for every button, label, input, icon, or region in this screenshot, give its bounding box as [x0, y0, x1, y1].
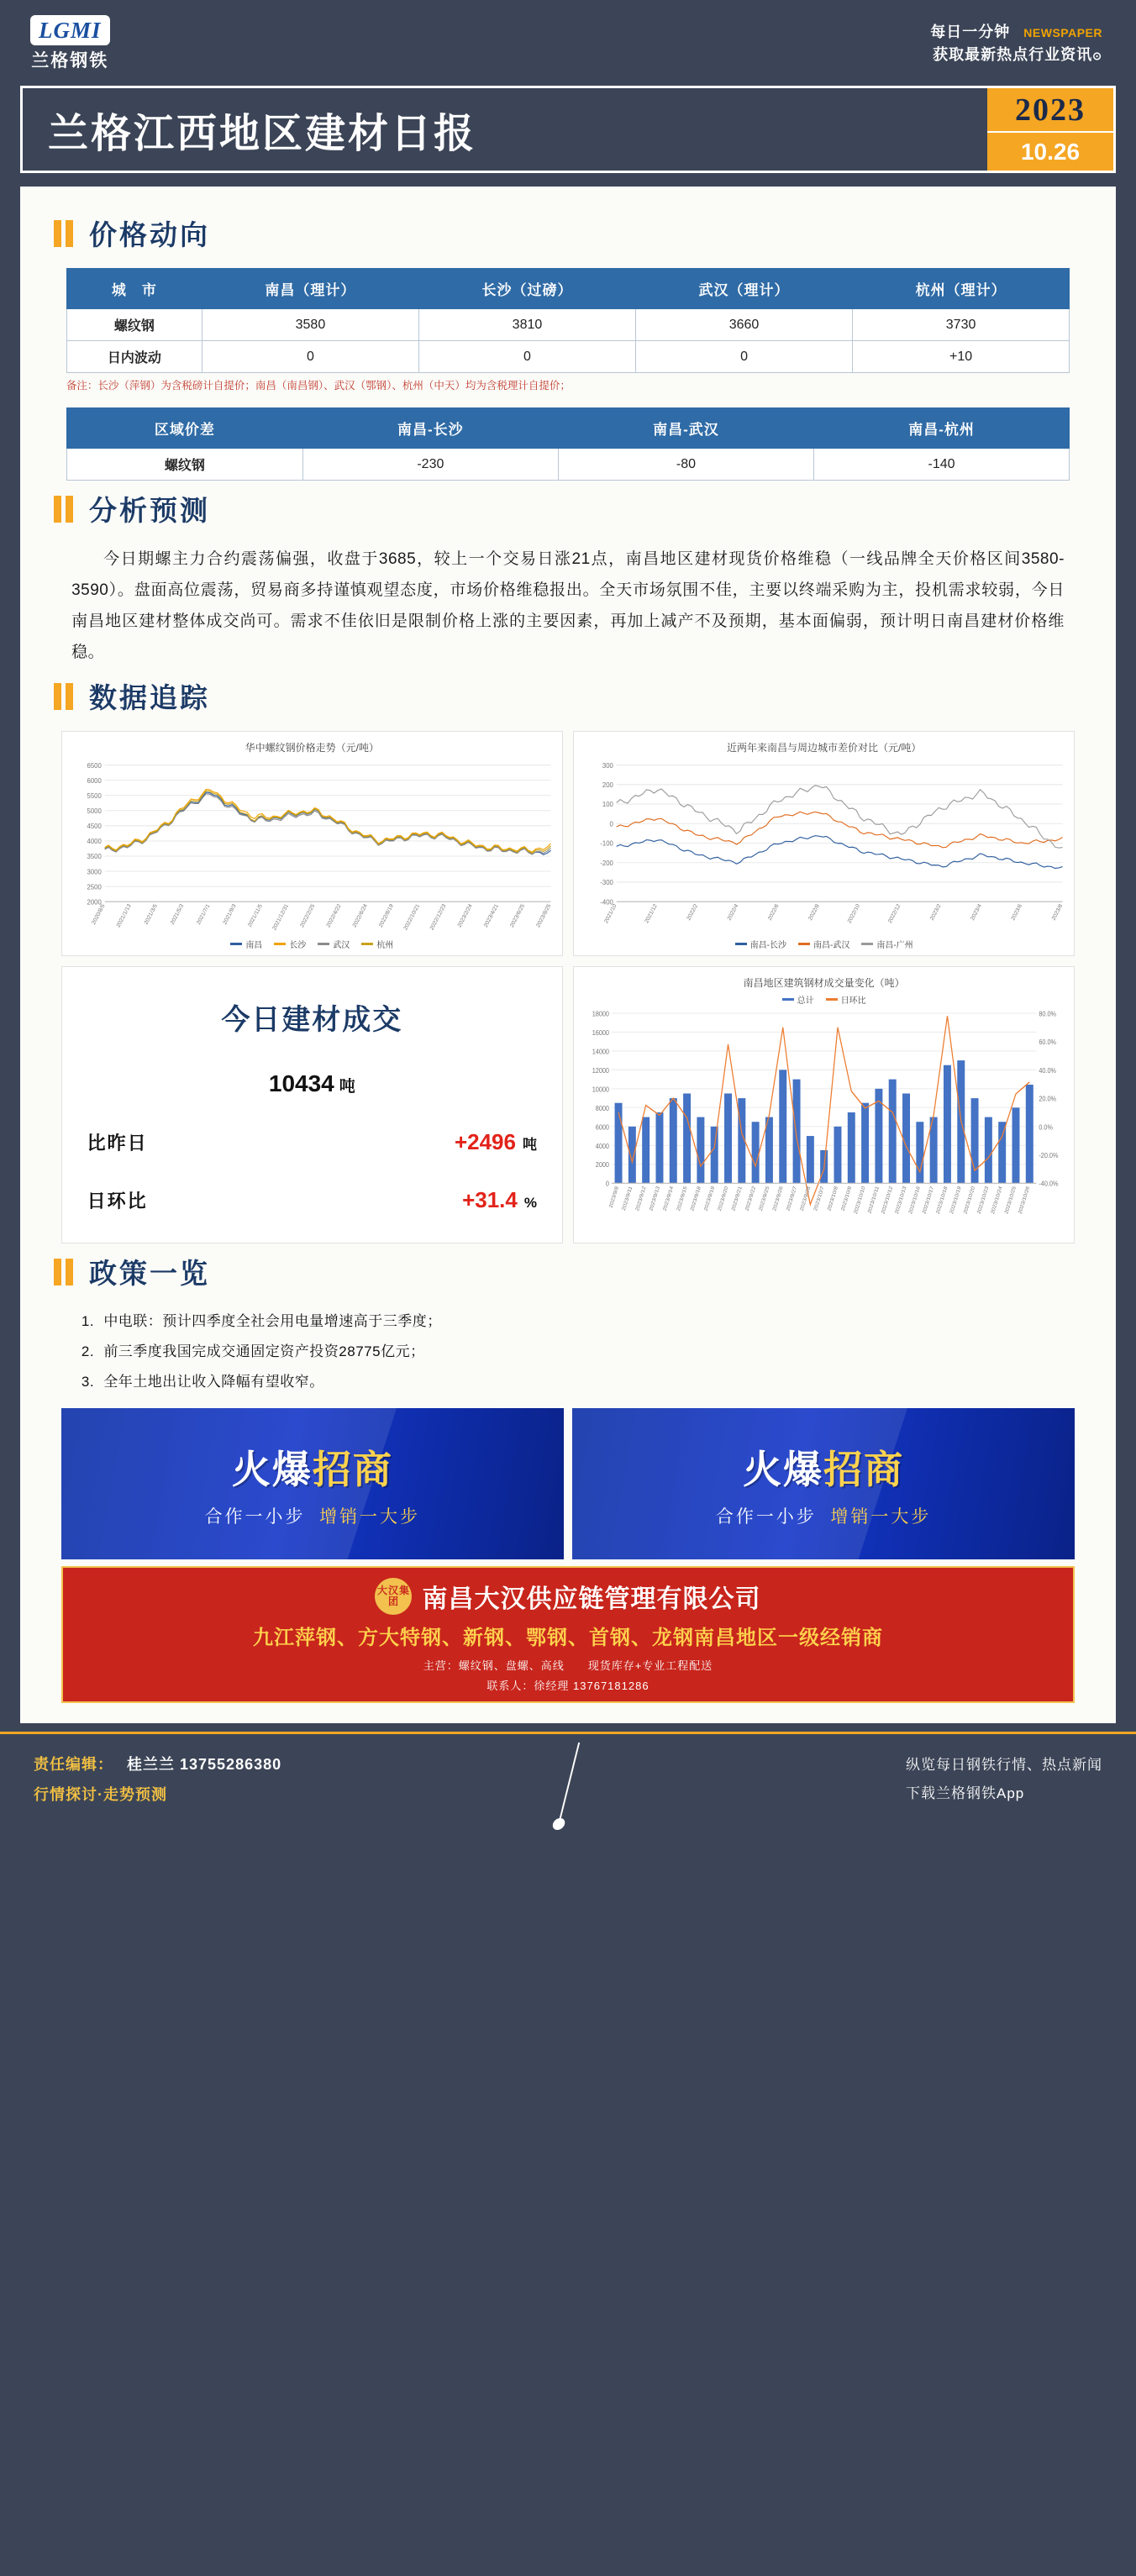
ad-left-sub-b: 增销一大步	[319, 1506, 421, 1527]
svg-text:2023/9/19: 2023/9/19	[703, 1185, 716, 1212]
legend-item	[782, 993, 814, 1006]
deal-total	[79, 1070, 545, 1097]
legend-swatch	[361, 943, 373, 945]
price-cell: 3810	[418, 309, 635, 341]
deal-total-unit: 吨	[339, 1077, 355, 1096]
svg-text:4000: 4000	[87, 837, 102, 846]
footer-right	[906, 1751, 1102, 1808]
svg-text:2023/10/18: 2023/10/18	[935, 1185, 949, 1216]
svg-text:12000: 12000	[592, 1066, 609, 1075]
svg-text:2021/3/5: 2021/3/5	[143, 903, 159, 927]
deal-row1-label: 比昨日	[87, 1132, 148, 1154]
price-row-label: 日内波动	[66, 341, 202, 373]
region-diff-table	[66, 407, 1070, 481]
ad-right-sub-b: 增销一大步	[830, 1506, 932, 1527]
svg-text:2021/10: 2021/10	[603, 903, 618, 925]
svg-text:2022/8: 2022/8	[807, 903, 821, 923]
svg-text:2023/10/10: 2023/10/10	[853, 1185, 867, 1216]
date-day: 10.26	[987, 131, 1113, 171]
title-banner	[20, 86, 1116, 173]
svg-text:2020/8/5: 2020/8/5	[90, 903, 107, 927]
svg-text:5000: 5000	[87, 807, 102, 816]
svg-text:2022/12: 2022/12	[887, 903, 902, 925]
diff-col-label: 区域价差	[66, 408, 302, 449]
svg-text:2022/2: 2022/2	[686, 903, 699, 923]
svg-text:3000: 3000	[87, 868, 102, 876]
svg-text:2023/9/22: 2023/9/22	[744, 1185, 757, 1212]
table-row	[66, 309, 1069, 341]
footer-editor-label: 责任编辑：	[34, 1756, 113, 1774]
svg-text:6500: 6500	[87, 761, 102, 770]
svg-text:10000: 10000	[592, 1085, 609, 1094]
footer-divider	[558, 1743, 580, 1825]
legend-swatch	[318, 943, 329, 945]
diff-row-label: 螺纹钢	[66, 449, 302, 481]
arrow-icon: ⊙	[1092, 50, 1102, 62]
section-header-price	[54, 213, 1091, 253]
date-box	[987, 88, 1113, 171]
legend-item	[735, 938, 786, 950]
deal-row-dod	[79, 1187, 545, 1213]
price-cell: 0	[636, 341, 853, 373]
logo-badge	[30, 15, 110, 45]
table-row	[66, 449, 1069, 481]
svg-text:2021/12/31: 2021/12/31	[271, 903, 290, 932]
svg-text:3500: 3500	[87, 853, 102, 861]
svg-text:2023/10/9: 2023/10/9	[840, 1185, 853, 1212]
svg-text:6000: 6000	[595, 1122, 609, 1132]
svg-text:2023/10/25: 2023/10/25	[1003, 1185, 1018, 1216]
svg-text:2023/9/20: 2023/9/20	[717, 1185, 730, 1212]
section-header-policy	[54, 1252, 1091, 1291]
svg-text:2023/9/26: 2023/9/26	[771, 1185, 785, 1212]
legend-label: 总计	[797, 996, 814, 1007]
deal-row2-unit: %	[523, 1195, 537, 1212]
deal-row1-value: +2496	[454, 1128, 516, 1154]
svg-text:0.0%: 0.0%	[1039, 1122, 1053, 1132]
price-cell: 3580	[202, 309, 418, 341]
section-title-price: 价格动向	[89, 221, 210, 251]
sponsor-brands: 九江萍钢、方大特钢、新钢、鄂钢、首钢、龙钢南昌地区一级经销商	[252, 1627, 883, 1650]
price-col-changsha: 长沙（过磅）	[418, 269, 635, 309]
svg-text:2023/9/25: 2023/9/25	[758, 1185, 771, 1212]
svg-text:2021/1/13: 2021/1/13	[115, 903, 133, 929]
chart-canvas	[579, 758, 1069, 938]
svg-text:-100: -100	[600, 839, 613, 848]
legend-swatch	[861, 943, 873, 945]
svg-text:20.0%: 20.0%	[1039, 1095, 1056, 1103]
svg-text:-20.0%: -20.0%	[1039, 1151, 1059, 1160]
price-table-header-row	[66, 269, 1069, 309]
section-title-data: 数据追踪	[89, 684, 210, 715]
price-row-label: 螺纹钢	[66, 309, 202, 341]
svg-text:2023/6/25: 2023/6/25	[508, 903, 526, 929]
deal-row2-label: 日环比	[87, 1191, 148, 1212]
price-table	[66, 268, 1070, 373]
price-cell: 3730	[853, 309, 1070, 341]
price-cell: 0	[418, 341, 635, 373]
tagline-line2: 获取最新热点行业资讯	[933, 46, 1093, 63]
svg-text:2023/10/20: 2023/10/20	[962, 1185, 976, 1216]
svg-text:2022/4: 2022/4	[726, 903, 740, 923]
ad-left-main-a: 火爆	[231, 1448, 313, 1492]
legend-swatch	[274, 943, 286, 945]
legend-item	[861, 938, 912, 950]
sponsor-logo-icon: 大汉集团	[375, 1578, 412, 1615]
svg-text:2023/2/24: 2023/2/24	[456, 903, 474, 929]
top-bar	[0, 0, 1136, 81]
chart-legend	[67, 938, 557, 952]
list-item: 3. 全年土地出让收入降幅有望收窄。	[98, 1367, 1059, 1397]
svg-text:0: 0	[605, 1180, 609, 1189]
svg-text:2023/4/21: 2023/4/21	[482, 903, 500, 929]
page-title: 兰格江西地区建材日报	[48, 111, 477, 156]
deal-row-yesterday	[79, 1129, 545, 1155]
svg-text:2022/10/21: 2022/10/21	[402, 903, 421, 932]
svg-text:5500: 5500	[87, 791, 102, 801]
chart-title: 华中螺纹钢价格走势（元/吨）	[245, 742, 379, 754]
svg-text:2021/9/3: 2021/9/3	[222, 903, 238, 927]
chart-title: 南昌地区建筑钢材成交量变化（吨）	[743, 977, 905, 990]
svg-text:300: 300	[602, 761, 613, 770]
ad-right-sub-a: 合作一小步	[715, 1506, 817, 1527]
svg-text:2021/12: 2021/12	[644, 903, 659, 925]
diff-table-header-row	[66, 408, 1069, 449]
legend-label: 南昌-武汉	[813, 941, 850, 951]
svg-text:2023/10/23: 2023/10/23	[976, 1185, 991, 1216]
chart-legend	[579, 993, 1069, 1007]
svg-text:2022/4/22: 2022/4/22	[325, 903, 343, 929]
svg-text:60.0%: 60.0%	[1039, 1038, 1056, 1047]
diff-cell: -80	[558, 449, 813, 481]
svg-text:2023/10/8: 2023/10/8	[826, 1185, 839, 1212]
svg-text:2023/9/27: 2023/9/27	[785, 1185, 798, 1212]
ad-left-sub	[205, 1503, 421, 1528]
svg-text:4500: 4500	[87, 822, 102, 831]
svg-text:-200: -200	[600, 859, 613, 868]
legend-swatch	[826, 998, 838, 1001]
svg-text:2022/10: 2022/10	[846, 903, 861, 925]
svg-text:2000: 2000	[87, 898, 102, 907]
tagline-line1: 每日一分钟	[930, 24, 1011, 40]
svg-text:40.0%: 40.0%	[1039, 1066, 1056, 1075]
svg-text:0: 0	[609, 820, 613, 828]
diff-col-nc-hz: 南昌-杭州	[814, 408, 1070, 449]
svg-text:2000: 2000	[595, 1160, 609, 1170]
sponsor-ad[interactable]	[61, 1566, 1076, 1703]
footer-right-line1: 纵览每日钢铁行情、热点新闻	[906, 1757, 1102, 1774]
svg-text:2023/9/18: 2023/9/18	[689, 1185, 702, 1212]
sponsor-business: 主营：螺纹钢、盘螺、高线 现货库存+专业工程配送	[423, 1659, 713, 1673]
section-header-analysis	[54, 489, 1091, 528]
date-year: 2023	[987, 88, 1113, 131]
deal-row1-unit: 吨	[522, 1136, 537, 1153]
ad-left-main-b: 招商	[312, 1448, 393, 1492]
ad-banner-right[interactable]	[572, 1408, 1075, 1559]
svg-text:2022/2/25: 2022/2/25	[299, 903, 316, 929]
price-col-city: 城 市	[66, 269, 202, 309]
legend-label: 武汉	[333, 941, 350, 951]
deal-total-value: 10434	[268, 1070, 334, 1096]
price-col-wuhan: 武汉（理计）	[636, 269, 853, 309]
table-row	[66, 341, 1069, 373]
chart-title: 近两年来南昌与周边城市差价对比（元/吨）	[726, 742, 922, 754]
chart-canvas	[579, 1007, 1069, 1239]
ad-right-main-b: 招商	[823, 1448, 905, 1492]
legend-item	[826, 993, 866, 1006]
svg-text:100: 100	[602, 801, 613, 809]
legend-item	[798, 938, 849, 950]
svg-text:2023/9/12: 2023/9/12	[634, 1185, 648, 1212]
ad-right-sub	[716, 1503, 932, 1528]
newspaper-label: NEWSPAPER	[1023, 26, 1102, 39]
charts-grid	[61, 731, 1076, 956]
svg-text:2500: 2500	[87, 883, 102, 891]
svg-text:2023/9/21: 2023/9/21	[730, 1185, 744, 1212]
diff-col-nc-wh: 南昌-武汉	[558, 408, 813, 449]
legend-item	[274, 938, 306, 950]
section-header-data	[54, 676, 1091, 716]
svg-text:14000: 14000	[592, 1047, 609, 1056]
svg-text:2022/8/19: 2022/8/19	[377, 903, 395, 929]
svg-text:2023/10/17: 2023/10/17	[921, 1185, 935, 1216]
svg-text:8000: 8000	[595, 1104, 609, 1113]
today-deal-panel	[61, 966, 563, 1243]
price-cell: 0	[202, 341, 418, 373]
deal-title: 今日建材成交	[221, 1005, 403, 1037]
ad-right-main	[743, 1439, 904, 1495]
top-bar-tagline	[930, 21, 1102, 66]
sponsor-company: 南昌大汉供应链管理有限公司	[422, 1585, 761, 1614]
svg-text:2023/10/13: 2023/10/13	[894, 1185, 908, 1216]
svg-text:2021/5/3: 2021/5/3	[169, 903, 185, 927]
footer-left	[34, 1749, 281, 1810]
deal-grid	[61, 966, 1076, 1243]
logo-text: LGMI	[39, 18, 102, 43]
section-bars-icon	[54, 496, 77, 523]
svg-text:2023/9/15: 2023/9/15	[676, 1185, 689, 1212]
svg-text:2023/8/25: 2023/8/25	[535, 903, 552, 929]
legend-label: 长沙	[289, 941, 307, 951]
ad-banner-left[interactable]	[61, 1408, 564, 1559]
section-title-policy: 政策一览	[89, 1259, 210, 1291]
ad-right-main-a: 火爆	[743, 1448, 824, 1492]
chart-city-price-diff	[573, 731, 1075, 956]
chart-deal-volume	[573, 966, 1075, 1243]
svg-text:2023/10/24: 2023/10/24	[990, 1185, 1004, 1216]
legend-swatch	[782, 998, 794, 1001]
legend-swatch	[735, 943, 747, 945]
svg-text:2021/11/5: 2021/11/5	[246, 903, 264, 928]
ad-banners	[61, 1408, 1076, 1559]
svg-text:2023/9/11: 2023/9/11	[621, 1185, 634, 1212]
footer-editor-value: 桂兰兰 13755286380	[127, 1756, 282, 1774]
ad-left-sub-a: 合作一小步	[204, 1506, 306, 1527]
content-card	[20, 187, 1116, 1723]
legend-item	[230, 938, 262, 950]
svg-text:2023/10/26: 2023/10/26	[1018, 1185, 1032, 1216]
svg-text:-40.0%: -40.0%	[1039, 1180, 1059, 1189]
legend-item	[361, 938, 393, 950]
svg-text:2023/2: 2023/2	[929, 903, 943, 923]
svg-text:2023/8: 2023/8	[1050, 903, 1065, 923]
price-col-hangzhou: 杭州（理计）	[853, 269, 1070, 309]
section-title-analysis: 分析预测	[89, 497, 210, 527]
chart-legend	[579, 938, 1069, 952]
svg-text:2023/10/16: 2023/10/16	[907, 1185, 922, 1216]
policy-list	[76, 1306, 1059, 1396]
legend-label: 南昌-长沙	[749, 941, 786, 951]
svg-text:2022/12/23: 2022/12/23	[429, 903, 447, 932]
svg-text:4000: 4000	[595, 1142, 609, 1151]
logo-cn-text: 兰格钢铁	[31, 50, 109, 71]
section-bars-icon	[54, 683, 77, 710]
chart-huazhong-rebar-price	[61, 731, 563, 956]
svg-text:2021/7/1: 2021/7/1	[195, 903, 211, 927]
chart-canvas	[67, 758, 557, 938]
svg-text:2023/10/12: 2023/10/12	[880, 1185, 894, 1216]
svg-text:2022/6: 2022/6	[766, 903, 781, 923]
svg-text:2023/10/7: 2023/10/7	[813, 1185, 826, 1212]
footer-slogan: 行情探讨·走势预测	[34, 1786, 167, 1804]
svg-text:2023/4: 2023/4	[970, 903, 983, 923]
svg-text:6000: 6000	[87, 776, 102, 786]
svg-text:2023/6: 2023/6	[1010, 903, 1023, 923]
svg-text:80.0%: 80.0%	[1039, 1009, 1056, 1018]
brand-logo	[30, 15, 110, 72]
section-bars-icon	[54, 220, 77, 247]
legend-item	[318, 938, 350, 950]
price-col-nanchang: 南昌（理计）	[202, 269, 418, 309]
svg-text:200: 200	[602, 781, 613, 790]
svg-text:2023/10/19: 2023/10/19	[949, 1185, 963, 1216]
svg-text:2023/9/28: 2023/9/28	[799, 1185, 813, 1212]
svg-text:2023/10/11: 2023/10/11	[866, 1185, 881, 1215]
footer	[0, 1732, 1136, 1833]
svg-text:-400: -400	[600, 898, 613, 907]
section-bars-icon	[54, 1259, 77, 1285]
legend-label: 南昌	[245, 941, 263, 951]
ad-left-main	[232, 1439, 393, 1495]
price-table-note: 备注：长沙（萍钢）为含税磅计自提价；南昌（南昌钢）、武汉（鄂钢）、杭州（中天）均为含税理计自提价；	[66, 380, 571, 392]
diff-col-nc-cs: 南昌-长沙	[302, 408, 558, 449]
sponsor-contact: 联系人：徐经理 13767181286	[486, 1680, 650, 1693]
svg-text:2023/9/8: 2023/9/8	[607, 1185, 620, 1210]
deal-row2-value: +31.4	[462, 1187, 518, 1213]
svg-text:2022/6/24: 2022/6/24	[351, 903, 369, 929]
svg-text:16000: 16000	[592, 1028, 609, 1038]
diff-cell: -140	[814, 449, 1070, 481]
svg-text:2023/9/13: 2023/9/13	[648, 1185, 661, 1212]
price-cell: +10	[853, 341, 1070, 373]
svg-text:18000: 18000	[592, 1009, 609, 1018]
legend-label: 南昌-广州	[876, 941, 913, 951]
svg-text:-300: -300	[600, 879, 613, 887]
footer-right-line2: 下载兰格钢铁App	[906, 1785, 1025, 1802]
legend-swatch	[230, 943, 242, 945]
analysis-text: 今日期螺主力合约震荡偏强，收盘于3685，较上一个交易日涨21点，南昌地区建材现货价格维稳（一线品牌全天价格区间3580-3590）。盘面高位震荡，贸易商多持谨慎观望态度，市场价格维稳报出。全天市场氛围不佳，主要以终端采购为主，投机需求较弱，今日南昌地区建材整体成交尚可。需求不佳依旧是限制价格上涨的主要因素，再加上减产不及预期，基本面偏弱，预计明日南昌建材价格维稳。	[71, 550, 1065, 662]
legend-label: 日环比	[840, 996, 866, 1007]
legend-label: 杭州	[376, 941, 394, 951]
price-cell: 3660	[636, 309, 853, 341]
svg-text:2023/9/14: 2023/9/14	[662, 1185, 675, 1212]
list-item: 2. 前三季度我国完成交通固定资产投资28775亿元；	[98, 1337, 1059, 1367]
diff-cell: -230	[302, 449, 558, 481]
list-item: 1. 中电联：预计四季度全社会用电量增速高于三季度；	[98, 1306, 1059, 1337]
legend-swatch	[798, 943, 810, 945]
